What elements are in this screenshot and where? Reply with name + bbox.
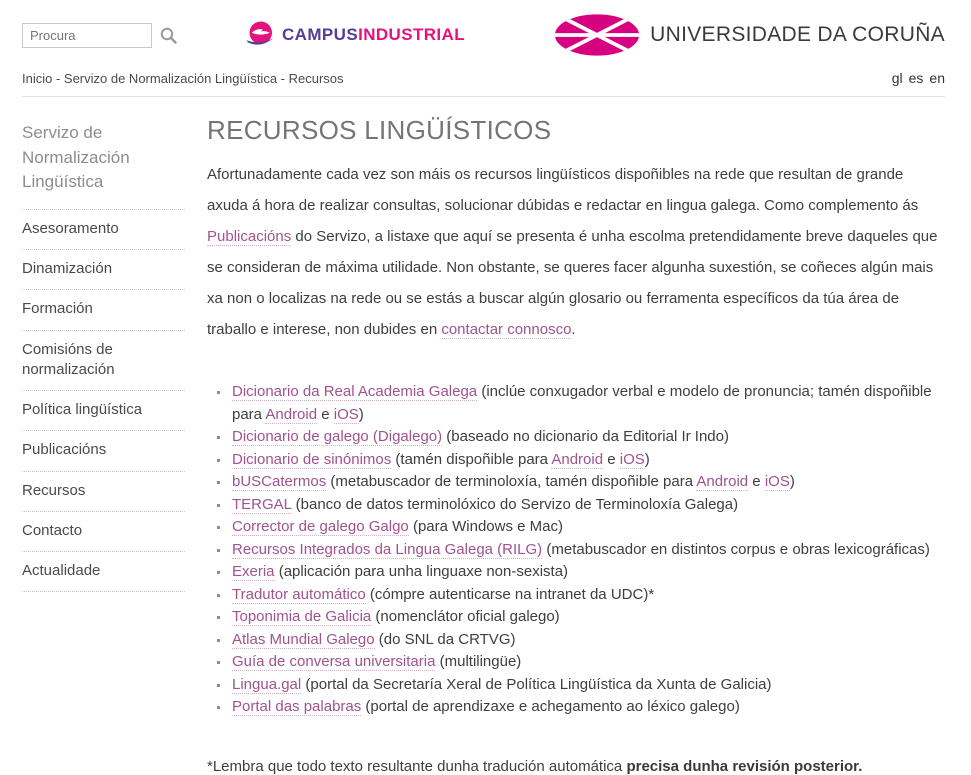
resource-link[interactable]: Dicionario de galego (Digalego) [232, 428, 443, 445]
udc-wordmark: UNIVERSIDADE DA CORUÑA [650, 23, 945, 46]
resource-link[interactable]: Android [265, 405, 318, 423]
list-item: Exeria (aplicación para unha linguaxe non-sexista) [207, 561, 945, 584]
resource-link[interactable]: TERGAL [232, 495, 292, 513]
resource-link[interactable]: Exeria [232, 563, 275, 580]
search-input[interactable] [22, 23, 152, 48]
sidebar-item-wrap [22, 331, 185, 392]
sidebar-item-wrap [22, 431, 185, 471]
sidebar-item-asesoramento[interactable]: Asesoramento [22, 219, 119, 237]
resource-link[interactable]: iOS [764, 473, 790, 490]
resource-link[interactable]: contactar connosco [441, 321, 572, 338]
resource-link[interactable]: Tradutor automático [232, 585, 366, 603]
search-icon[interactable] [160, 27, 177, 44]
intro-paragraph: Afortunadamente cada vez son máis os recursos lingüísticos dispoñibles na rede que resultan de grande axuda á hora de realizar consultas, solucionar dúbidas e redactar en lingua galega. Como complemento ás Publicacións do Servizo, a listaxe que aquí se presenta é unha escolma pretendidamente breve daqueles que se consideran de máxima utilidade. Non obstante, se queres facer algunha suxestión, se coñeces algún mais xa non o localizas na rede ou se estás a buscar algún glosario ou ferramenta específicos da túa área de traballo e interese, non dubides en contactar connosco. [207, 166, 938, 338]
content-area [22, 97, 945, 775]
list-item: bUSCatermos (metabuscador de terminoloxía, tamén dispoñible para Android e iOS) [207, 471, 945, 494]
resource-link[interactable]: Dicionario de sinónimos [232, 450, 392, 468]
sidebar-item-wrap [22, 290, 185, 330]
sidebar-title: Servizo de Normalización Lingüística [22, 121, 185, 210]
list-item: Dicionario de galego (Digalego) (baseado no dicionario da Editorial Ir Indo) [207, 426, 945, 449]
breadcrumb-row [22, 64, 945, 97]
footnote: *Lembra que todo texto resultante dunha tradución automática precisa dunha revisión posterior. [207, 757, 863, 775]
search-area [22, 23, 177, 48]
sidebar-item-wrap [22, 552, 185, 592]
list-item: Tradutor automático (cómpre autenticarse na intranet da UDC)* [207, 584, 945, 607]
sidebar-item-recursos[interactable]: Recursos [22, 481, 86, 499]
sidebar-item-wrap [22, 472, 185, 512]
language-switcher [886, 70, 945, 86]
resource-link[interactable]: Portal das palabras [232, 698, 362, 715]
sidebar-item-publicaci-ns[interactable]: Publicacións [22, 441, 107, 459]
resource-link[interactable]: iOS [333, 405, 359, 423]
sidebar [22, 97, 185, 592]
list-item: Corrector de galego Galgo (para Windows e Mac) [207, 516, 945, 539]
sidebar-item-wrap [22, 391, 185, 431]
sidebar-item-actualidade[interactable]: Actualidade [22, 562, 101, 580]
sidebar-item-formaci-n[interactable]: Formación [22, 300, 93, 318]
sidebar-menu [22, 210, 185, 593]
sidebar-item-contacto[interactable]: Contacto [22, 521, 83, 539]
page-title: RECURSOS LINGÜÍSTICOS [207, 115, 552, 145]
resource-link[interactable]: Android [696, 473, 749, 490]
list-item: Toponimia de Galicia (nomenclátor oficial galego) [207, 606, 945, 629]
resource-link[interactable]: bUSCatermos [232, 473, 327, 490]
list-item: Portal das palabras (portal de aprendizaxe e achegamento ao léxico galego) [207, 696, 945, 719]
sidebar-item-wrap [22, 512, 185, 552]
bold-text: precisa dunha revisión posterior. [626, 757, 863, 775]
resource-link[interactable]: Corrector de galego Galgo [232, 518, 409, 535]
sidebar-item-wrap [22, 250, 185, 290]
resource-link[interactable]: Toponimia de Galicia [232, 608, 372, 625]
resource-link[interactable]: Publicacións [207, 228, 292, 245]
sidebar-item-comisi-ns-de-normalizaci-n[interactable]: Comisións de normalización [22, 340, 115, 378]
list-item: Dicionario da Real Academia Galega (inclúe conxugador verbal e modelo de pronuncia; tamén dispoñible para Android e iOS) [207, 381, 945, 426]
resource-list [207, 381, 945, 719]
campus-industrial-logo[interactable] [245, 20, 465, 50]
list-item: Lingua.gal (portal da Secretaría Xeral de Política Lingüística da Xunta de Galicia) [207, 674, 945, 697]
list-item: Dicionario de sinónimos (tamén dispoñible para Android e iOS) [207, 449, 945, 472]
list-item: TERGAL (banco de datos terminolóxico do Servizo de Terminoloxía Galega) [207, 494, 945, 517]
lang-es[interactable]: es [908, 70, 924, 86]
lang-en[interactable]: en [929, 70, 945, 86]
main-content [185, 97, 945, 775]
udc-logo[interactable] [554, 13, 945, 57]
resource-link[interactable]: Android [551, 450, 604, 468]
resource-link[interactable]: iOS [619, 450, 645, 468]
resource-link[interactable]: Lingua.gal [232, 675, 302, 693]
resource-link[interactable]: Atlas Mundial Galego [232, 630, 375, 648]
udc-lens-icon [554, 13, 640, 57]
list-item: Atlas Mundial Galego (do SNL da CRTVG) [207, 629, 945, 652]
site-header [22, 0, 945, 64]
resource-link[interactable]: Recursos Integrados da Lingua Galega (RILG) [232, 540, 543, 558]
sidebar-item-dinamizaci-n[interactable]: Dinamización [22, 260, 113, 278]
resource-link[interactable]: Dicionario da Real Academia Galega [232, 383, 478, 400]
resource-link[interactable]: Guía de conversa universitaria [232, 653, 436, 670]
list-item: Guía de conversa universitaria (multilingüe) [207, 651, 945, 674]
list-item: Recursos Integrados da Lingua Galega (RILG) (metabuscador en distintos corpus e obras lexicográficas) [207, 539, 945, 562]
campus-industrial-wordmark: CAMPUSINDUSTRIAL [282, 25, 466, 44]
breadcrumb[interactable]: Inicio - Servizo de Normalización Lingüística - Recursos [22, 71, 344, 86]
lang-gl[interactable]: gl [891, 70, 903, 86]
sidebar-item-pol-tica-ling-stica[interactable]: Política lingüística [22, 401, 143, 419]
campus-industrial-icon [245, 20, 275, 50]
sidebar-item-wrap [22, 210, 185, 250]
